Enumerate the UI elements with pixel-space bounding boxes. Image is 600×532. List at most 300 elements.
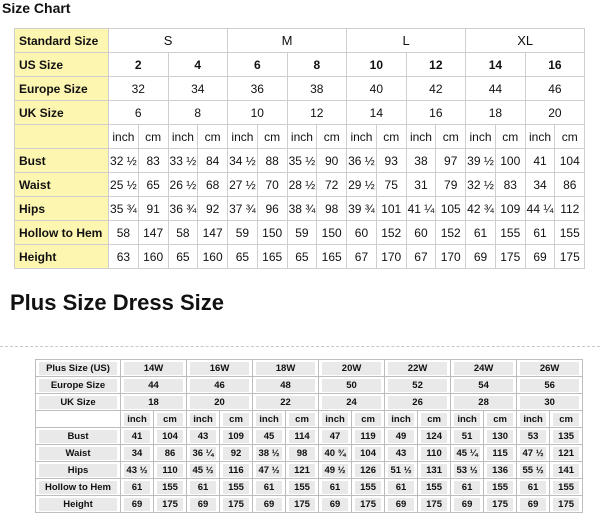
plus-unit-inch (517, 411, 550, 428)
plus-measure-value-text: 47 (322, 430, 348, 443)
plus-measure-label-text: Hips (39, 464, 117, 477)
plus-measure-value (550, 479, 583, 496)
plus-measure-label-text: Hollow to Hem (39, 481, 117, 494)
plus-us-row (36, 360, 583, 377)
europe-size-value: 36 (228, 77, 288, 101)
europe-size-row (15, 77, 585, 101)
plus-measure-row (36, 496, 583, 513)
measure-value: 60 (347, 221, 377, 245)
measure-row (15, 245, 585, 269)
plus-measure-label-text: Bust (39, 430, 117, 443)
measure-value: 147 (198, 221, 228, 245)
plus-measure-value-text: 40 ¾ (322, 447, 348, 460)
plus-us-value-text: 24W (454, 362, 513, 375)
measure-value: 147 (138, 221, 168, 245)
plus-uk-value-text: 24 (322, 396, 381, 409)
uk-size-value: 18 (466, 101, 526, 125)
europe-size-value: 34 (168, 77, 228, 101)
plus-measure-value-text: 98 (289, 447, 315, 460)
plus-measure-value-text: 61 (322, 481, 348, 494)
plus-unit-inch (253, 411, 286, 428)
measure-value: 160 (198, 245, 228, 269)
measure-value: 37 ¾ (228, 197, 258, 221)
plus-measure-value-text: 53 (520, 430, 546, 443)
plus-measure-value-text: 175 (355, 498, 381, 511)
plus-measure-value (253, 496, 286, 513)
plus-measure-value-text: 38 ½ (256, 447, 282, 460)
plus-unit-inch-text: inch (454, 413, 480, 426)
plus-unit-cm (220, 411, 253, 428)
plus-measure-label-text: Waist (39, 447, 117, 460)
plus-measure-value (385, 445, 418, 462)
measure-value: 88 (257, 149, 287, 173)
measure-value: 79 (436, 173, 466, 197)
plus-measure-value (286, 462, 319, 479)
plus-measure-value (385, 462, 418, 479)
plus-measure-value (154, 479, 187, 496)
plus-us-value (121, 360, 187, 377)
measure-value: 109 (495, 197, 525, 221)
measure-value: 97 (436, 149, 466, 173)
measure-value: 35 ¾ (109, 197, 139, 221)
measure-label: Hollow to Hem (15, 221, 109, 245)
measure-value: 35 ½ (287, 149, 317, 173)
measure-value: 104 (555, 149, 585, 173)
plus-measure-value (418, 428, 451, 445)
size-group: M (228, 29, 347, 53)
plus-measure-value-text: 53 ½ (454, 464, 480, 477)
plus-unit-cm (550, 411, 583, 428)
measure-value: 69 (525, 245, 555, 269)
plus-uk-value-text: 22 (256, 396, 315, 409)
plus-measure-value-text: 34 (124, 447, 150, 460)
plus-europe-value (451, 377, 517, 394)
plus-measure-value-text: 135 (553, 430, 579, 443)
unit-cm: cm (198, 125, 228, 149)
plus-uk-label (36, 394, 121, 411)
divider (0, 346, 600, 347)
measure-value: 65 (287, 245, 317, 269)
measure-value: 75 (376, 173, 406, 197)
unit-cm: cm (436, 125, 466, 149)
plus-measure-value (484, 445, 517, 462)
plus-measure-value (187, 428, 220, 445)
measure-value: 59 (228, 221, 258, 245)
unit-inch: inch (228, 125, 258, 149)
plus-measure-value (220, 445, 253, 462)
plus-measure-value (484, 479, 517, 496)
plus-uk-value-text: 26 (388, 396, 447, 409)
plus-measure-value (451, 479, 484, 496)
plus-europe-value (517, 377, 583, 394)
measure-value: 165 (317, 245, 347, 269)
measure-value: 65 (138, 173, 168, 197)
plus-measure-value-text: 155 (157, 481, 183, 494)
measure-value: 70 (257, 173, 287, 197)
plus-measure-value-text: 124 (421, 430, 447, 443)
plus-measure-value-text: 69 (256, 498, 282, 511)
us-size-value: 12 (406, 53, 466, 77)
plus-measure-value (187, 462, 220, 479)
unit-inch: inch (287, 125, 317, 149)
plus-measure-value-text: 69 (388, 498, 414, 511)
us-size-value: 2 (109, 53, 169, 77)
plus-measure-value (154, 428, 187, 445)
plus-uk-value (451, 394, 517, 411)
uk-size-row (15, 101, 585, 125)
measure-value: 93 (376, 149, 406, 173)
plus-unit-cm-text: cm (355, 413, 381, 426)
plus-uk-value-text: 28 (454, 396, 513, 409)
plus-measure-value-text: 61 (190, 481, 216, 494)
plus-europe-value-text: 44 (124, 379, 183, 392)
plus-measure-value (352, 445, 385, 462)
measure-label: Bust (15, 149, 109, 173)
europe-size-value: 46 (525, 77, 585, 101)
uk-size-value: 10 (228, 101, 288, 125)
plus-measure-value-text: 155 (223, 481, 249, 494)
measure-value: 28 ½ (287, 173, 317, 197)
measure-value: 83 (495, 173, 525, 197)
measure-value: 38 ¾ (287, 197, 317, 221)
plus-measure-value-text: 43 ½ (124, 464, 150, 477)
plus-unit-cm-text: cm (421, 413, 447, 426)
measure-value: 31 (406, 173, 436, 197)
plus-europe-value-text: 50 (322, 379, 381, 392)
measure-value: 34 (525, 173, 555, 197)
plus-us-label (36, 360, 121, 377)
plus-size-table (35, 359, 583, 513)
plus-measure-value-text: 51 ½ (388, 464, 414, 477)
plus-measure-value-text: 114 (289, 430, 315, 443)
plus-measure-value-text: 110 (421, 447, 447, 460)
measure-value: 65 (228, 245, 258, 269)
plus-measure-value-text: 47 ½ (256, 464, 282, 477)
measure-value: 42 ¾ (466, 197, 496, 221)
measure-value: 170 (376, 245, 406, 269)
plus-uk-value-text: 18 (124, 396, 183, 409)
plus-measure-value (352, 462, 385, 479)
plus-measure-value (550, 462, 583, 479)
plus-measure-value (286, 428, 319, 445)
measure-value: 32 ½ (466, 173, 496, 197)
plus-measure-value (154, 445, 187, 462)
measure-value: 155 (495, 221, 525, 245)
plus-measure-value (319, 462, 352, 479)
plus-measure-value-text: 155 (487, 481, 513, 494)
header-label: Standard Size (15, 29, 109, 53)
plus-us-value-text: 18W (256, 362, 315, 375)
plus-measure-value (550, 428, 583, 445)
plus-measure-value (451, 496, 484, 513)
measure-value: 105 (436, 197, 466, 221)
plus-measure-value-text: 45 ¼ (454, 447, 480, 460)
plus-unit-cm-text: cm (157, 413, 183, 426)
plus-uk-value (187, 394, 253, 411)
unit-cm: cm (495, 125, 525, 149)
measure-value: 39 ½ (466, 149, 496, 173)
plus-measure-value (451, 462, 484, 479)
plus-measure-value (253, 462, 286, 479)
plus-measure-value (154, 462, 187, 479)
measure-value: 150 (257, 221, 287, 245)
plus-measure-value-text: 36 ¼ (190, 447, 216, 460)
plus-measure-value-text: 175 (289, 498, 315, 511)
plus-europe-value (253, 377, 319, 394)
plus-measure-value (286, 479, 319, 496)
us-size-value: 10 (347, 53, 407, 77)
us-size-value: 4 (168, 53, 228, 77)
europe-size-value: 38 (287, 77, 347, 101)
plus-measure-value-text: 49 ½ (322, 464, 348, 477)
plus-us-value-text: 14W (124, 362, 183, 375)
measure-label: Height (15, 245, 109, 269)
europe-size-value: 40 (347, 77, 407, 101)
plus-measure-value-text: 175 (157, 498, 183, 511)
plus-measure-value (121, 479, 154, 496)
uk-size-label: UK Size (15, 101, 109, 125)
measure-value: 152 (436, 221, 466, 245)
measure-value: 155 (555, 221, 585, 245)
size-chart-title: Size Chart (2, 0, 71, 16)
europe-size-value: 32 (109, 77, 169, 101)
plus-unit-inch-text: inch (520, 413, 546, 426)
plus-europe-value-text: 48 (256, 379, 315, 392)
plus-unit-cm (352, 411, 385, 428)
plus-measure-value-text: 136 (487, 464, 513, 477)
plus-measure-value (187, 479, 220, 496)
plus-measure-value-text: 104 (355, 447, 381, 460)
plus-measure-value-text: 61 (454, 481, 480, 494)
plus-measure-value (484, 496, 517, 513)
plus-measure-value-text: 69 (322, 498, 348, 511)
measure-value: 84 (198, 149, 228, 173)
measure-value: 32 ½ (109, 149, 139, 173)
plus-unit-inch-text: inch (190, 413, 216, 426)
plus-unit-cm-text: cm (289, 413, 315, 426)
plus-europe-value-text: 52 (388, 379, 447, 392)
plus-measure-value (352, 479, 385, 496)
plus-unit-inch (187, 411, 220, 428)
plus-measure-value-text: 130 (487, 430, 513, 443)
unit-inch: inch (525, 125, 555, 149)
measure-value: 41 (525, 149, 555, 173)
europe-size-value: 44 (466, 77, 526, 101)
plus-measure-label-text: Height (39, 498, 117, 511)
plus-unit-cm (484, 411, 517, 428)
plus-uk-value-text: 30 (520, 396, 579, 409)
plus-measure-value-text: 92 (223, 447, 249, 460)
europe-size-label: Europe Size (15, 77, 109, 101)
plus-measure-value (319, 479, 352, 496)
measure-value: 65 (168, 245, 198, 269)
europe-size-value: 42 (406, 77, 466, 101)
unit-inch: inch (168, 125, 198, 149)
plus-measure-value (220, 462, 253, 479)
plus-measure-value (385, 428, 418, 445)
measure-value: 61 (466, 221, 496, 245)
measure-value: 60 (406, 221, 436, 245)
measure-label: Hips (15, 197, 109, 221)
plus-measure-value-text: 49 (388, 430, 414, 443)
measure-value: 33 ½ (168, 149, 198, 173)
plus-unit-cm (286, 411, 319, 428)
plus-europe-value-text: 46 (190, 379, 249, 392)
plus-measure-value (319, 428, 352, 445)
unit-cm: cm (257, 125, 287, 149)
plus-measure-value (286, 496, 319, 513)
plus-measure-value (352, 428, 385, 445)
measure-value: 38 (406, 149, 436, 173)
plus-measure-value-text: 69 (454, 498, 480, 511)
plus-unit-inch (385, 411, 418, 428)
plus-measure-value-text: 141 (553, 464, 579, 477)
measure-value: 41 ¼ (406, 197, 436, 221)
measure-value: 68 (198, 173, 228, 197)
plus-unit-inch (121, 411, 154, 428)
plus-measure-row (36, 479, 583, 496)
plus-us-value (451, 360, 517, 377)
unit-cm: cm (317, 125, 347, 149)
unit-blank (15, 125, 109, 149)
plus-measure-value-text: 175 (487, 498, 513, 511)
plus-us-value (319, 360, 385, 377)
plus-unit-inch (451, 411, 484, 428)
measure-value: 36 ½ (347, 149, 377, 173)
plus-europe-row (36, 377, 583, 394)
us-size-row (15, 53, 585, 77)
plus-measure-value (484, 428, 517, 445)
uk-size-value: 8 (168, 101, 228, 125)
unit-cm: cm (555, 125, 585, 149)
plus-europe-value (385, 377, 451, 394)
measure-label: Waist (15, 173, 109, 197)
uk-size-value: 20 (525, 101, 585, 125)
plus-measure-value (418, 445, 451, 462)
measure-value: 90 (317, 149, 347, 173)
measure-value: 26 ½ (168, 173, 198, 197)
plus-measure-value-text: 104 (157, 430, 183, 443)
plus-us-value-text: 22W (388, 362, 447, 375)
plus-unit-cm-text: cm (223, 413, 249, 426)
plus-europe-label (36, 377, 121, 394)
measure-row (15, 149, 585, 173)
measure-value: 86 (555, 173, 585, 197)
size-group: XL (466, 29, 585, 53)
measure-row (15, 197, 585, 221)
plus-unit-inch-text: inch (322, 413, 348, 426)
measure-value: 67 (406, 245, 436, 269)
plus-measure-value (220, 496, 253, 513)
plus-us-value (517, 360, 583, 377)
plus-measure-value-text: 175 (223, 498, 249, 511)
measure-value: 83 (138, 149, 168, 173)
us-size-value: 6 (228, 53, 288, 77)
measure-value: 91 (138, 197, 168, 221)
plus-measure-value (253, 445, 286, 462)
plus-measure-row (36, 428, 583, 445)
measure-row (15, 221, 585, 245)
plus-measure-value-text: 110 (157, 464, 183, 477)
measure-value: 165 (257, 245, 287, 269)
plus-measure-value (517, 428, 550, 445)
plus-measure-value-text: 121 (289, 464, 315, 477)
unit-inch: inch (347, 125, 377, 149)
plus-measure-value-text: 115 (487, 447, 513, 460)
us-size-value: 8 (287, 53, 347, 77)
plus-measure-label (36, 428, 121, 445)
plus-europe-value-text: 56 (520, 379, 579, 392)
measure-value: 101 (376, 197, 406, 221)
plus-measure-value-text: 45 ½ (190, 464, 216, 477)
plus-uk-value (319, 394, 385, 411)
plus-unit-inch-text: inch (388, 413, 414, 426)
plus-measure-value (352, 496, 385, 513)
plus-us-value-text: 20W (322, 362, 381, 375)
unit-row (15, 125, 585, 149)
plus-measure-value (550, 445, 583, 462)
unit-inch: inch (406, 125, 436, 149)
plus-uk-value (517, 394, 583, 411)
plus-measure-value-text: 61 (388, 481, 414, 494)
measure-value: 34 ½ (228, 149, 258, 173)
plus-measure-value-text: 61 (256, 481, 282, 494)
plus-measure-value (121, 428, 154, 445)
plus-measure-value (154, 496, 187, 513)
us-size-value: 16 (525, 53, 585, 77)
plus-measure-value-text: 175 (421, 498, 447, 511)
plus-measure-value-text: 119 (355, 430, 381, 443)
plus-measure-value-text: 51 (454, 430, 480, 443)
measure-value: 25 ½ (109, 173, 139, 197)
plus-measure-value (418, 462, 451, 479)
plus-us-value-text: 26W (520, 362, 579, 375)
plus-unit-cm-text: cm (487, 413, 513, 426)
plus-uk-label-text: UK Size (39, 396, 117, 409)
plus-measure-value-text: 86 (157, 447, 183, 460)
measure-value: 61 (525, 221, 555, 245)
measure-value: 27 ½ (228, 173, 258, 197)
measure-value: 29 ½ (347, 173, 377, 197)
plus-measure-label (36, 496, 121, 513)
plus-unit-blank (36, 411, 121, 428)
uk-size-value: 12 (287, 101, 347, 125)
plus-measure-value-text: 109 (223, 430, 249, 443)
plus-unit-inch (319, 411, 352, 428)
plus-measure-value (517, 496, 550, 513)
plus-measure-value (286, 445, 319, 462)
plus-unit-inch-text: inch (256, 413, 282, 426)
plus-measure-value (220, 428, 253, 445)
plus-measure-value-text: 43 (388, 447, 414, 460)
plus-measure-label (36, 445, 121, 462)
measure-value: 58 (168, 221, 198, 245)
measure-value: 98 (317, 197, 347, 221)
plus-measure-value (187, 445, 220, 462)
measure-value: 39 ¾ (347, 197, 377, 221)
plus-measure-value (517, 445, 550, 462)
plus-us-value (253, 360, 319, 377)
measure-value: 63 (109, 245, 139, 269)
plus-measure-value (121, 496, 154, 513)
plus-measure-value-text: 69 (520, 498, 546, 511)
plus-measure-value-text: 41 (124, 430, 150, 443)
plus-measure-value (385, 479, 418, 496)
measure-value: 72 (317, 173, 347, 197)
plus-measure-value-text: 61 (124, 481, 150, 494)
plus-measure-label (36, 462, 121, 479)
plus-europe-value (319, 377, 385, 394)
